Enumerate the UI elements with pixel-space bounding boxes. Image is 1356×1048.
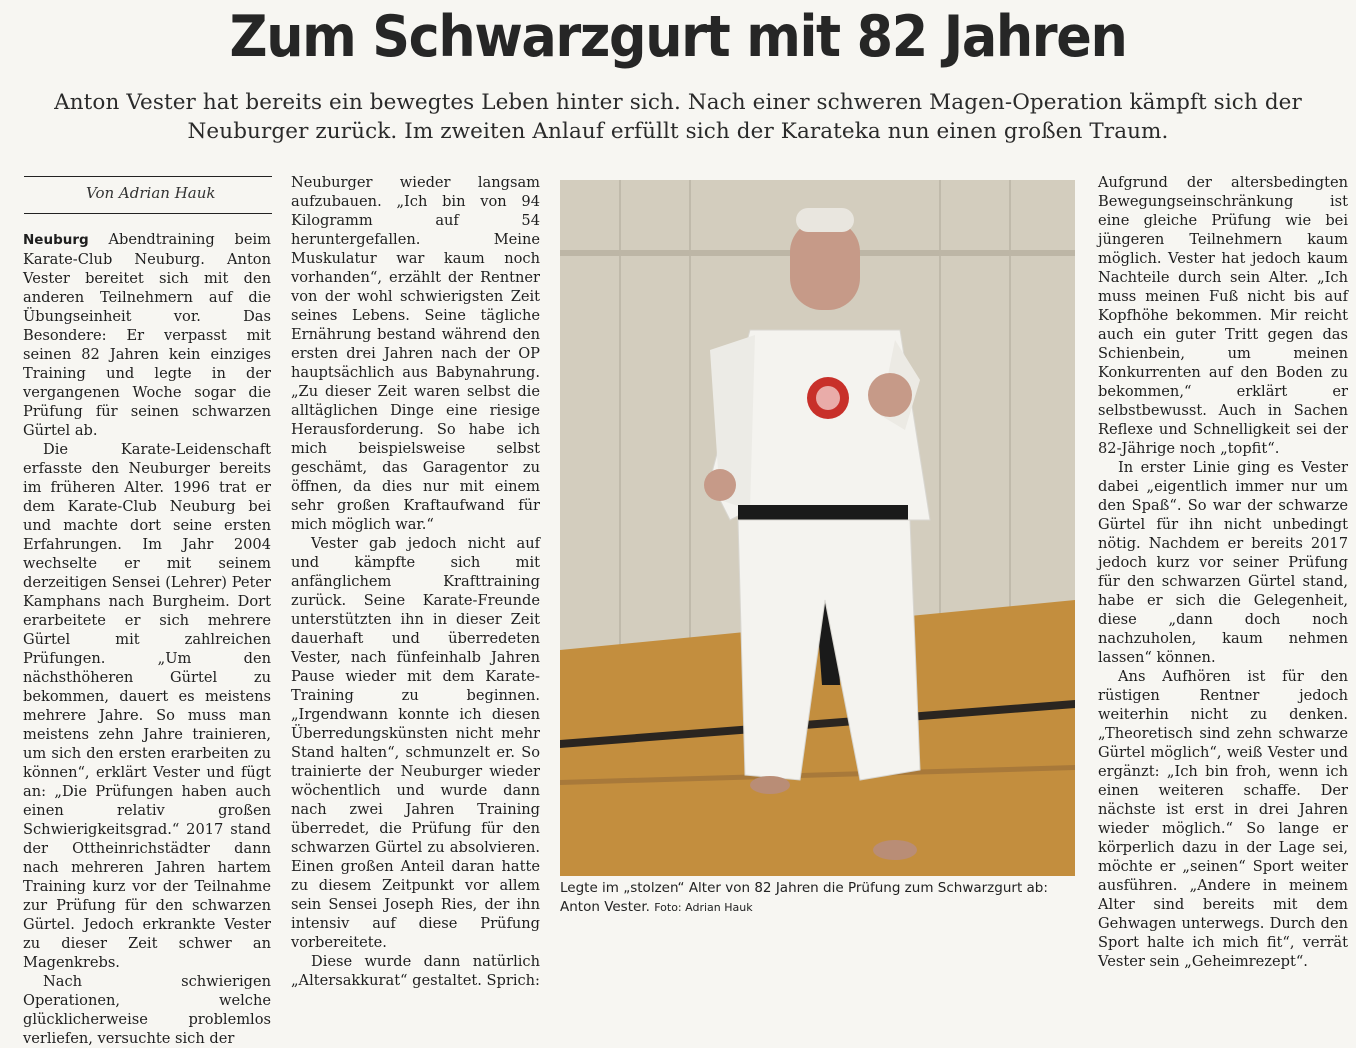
paragraph xyxy=(23,230,271,440)
byline-rule-bottom xyxy=(24,213,272,214)
paragraph: Die Karate-Leidenschaft erfasste den Neuburger bereits im früheren Alter. 1996 trat er dem Karate-Club Neuburg bei und machte dort seine ersten Erfahrungen. Im Jahr 2004 wechselte er mit seinem derzeitigen Sensei (Lehrer) Peter Kamphans nach Burgheim. Dort erarbeitete er sich mehrere Gürtel mit zahlreichen Prüfungen. „Um den nächsthöheren Gürtel zu bekommen, dauert es meistens mehrere Jahre. So muss man meistens zehn Jahre trainieren, um sich den ersten erarbeiten zu können“, erklärt Vester und fügt an: „Die Prüfungen haben auch einen relativ großen Schwierigkeitsgrad.“ 2017 stand der Ottheinrichstädter dann nach mehreren Jahren hartem Training kurz vor der Teilnahme zur Prüfung für den schwarzen Gürtel. Jedoch erkrankte Vester zu dieser Zeit schwer an Magenkrebs. xyxy=(23,441,271,971)
paragraph: Nach schwierigen Operationen, welche glücklicherweise problemlos verliefen, versuchte sich der xyxy=(23,973,271,1047)
byline: Von Adrian Hauk xyxy=(86,184,216,202)
karate-photo xyxy=(560,180,1075,876)
photo-credit: Foto: Adrian Hauk xyxy=(654,901,753,914)
paragraph: Aufgrund der altersbedingten Bewegungseinschränkung ist eine gleiche Prüfung wie bei jüngeren Teilnehmern kaum möglich. Vester hat jedoch kaum Nachteile durch sein Alter. „Ich muss meinen Fuß nicht bis auf Kopfhöhe bekommen. Mir reicht auch ein guter Tritt gegen das Schienbein, um meinen Konkurrenten auf den Boden zu bekommen,“ erklärt er selbstbewusst. Auch in Sachen Reflexe und Schnelligkeit sei der 82-Jährige noch „topfit“. xyxy=(1098,174,1348,457)
paragraph: Diese wurde dann natürlich „Altersakkurat“ gestaltet. Sprich: xyxy=(291,953,540,989)
article-column-3 xyxy=(1098,173,1348,971)
karate-photo-illustration xyxy=(560,180,1075,876)
deck-subheadline: Anton Vester hat bereits ein bewegtes Leben hinter sich. Nach einer schweren Magen-Operation kämpft sich der Neuburger zurück. Im zweiten Anlauf erfüllt sich der Karateka nun einen großen Traum. xyxy=(54,90,1302,144)
article-column-2 xyxy=(291,173,540,990)
paragraph: Ans Aufhören ist für den rüstigen Rentner jedoch weiterhin nicht zu denken. „Theoretisch sind zehn schwarze Gürtel möglich“, weiß Vester und ergänzt: „Ich bin froh, wenn ich einen weiteren schaffe. Der nächste ist erst in drei Jahren wieder möglich.“ So lange er körperlich dazu in der Lage sei, möchte er „seinen“ Sport weiter ausführen. „Andere in meinem Alter sind bereits mit dem Gehwagen unterwegs. Durch den Sport halte ich mich fit“, verrät Vester sein „Geheimrezept“. xyxy=(1098,668,1348,970)
paragraph-text: Abendtraining beim Karate-Club Neuburg. Anton Vester bereitet sich mit den anderen Teilnehmern auf die Übungseinheit vor. Das Besondere: Er verpasst mit seinen 82 Jahren kein einziges Training und legte in der vergangenen Woche sogar die Prüfung für seinen schwarzen Gürtel ab. xyxy=(23,231,271,439)
caption-text: Legte im „stolzen“ Alter von 82 Jahren die Prüfung zum Schwarzgurt ab: Anton Vester. xyxy=(560,880,1048,915)
paragraph: In erster Linie ging es Vester dabei „eigentlich immer nur um den Spaß“. So war der schwarze Gürtel für ihn nicht unbedingt nötig. Nachdem er bereits 2017 jedoch kurz vor seiner Prüfung für den schwarzen Gürtel stand, habe er sich die Gelegenheit, diese „dann doch noch nachzuholen, kaum nehmen lassen“ können. xyxy=(1098,459,1348,666)
paragraph: Vester gab jedoch nicht auf und kämpfte sich mit anfänglichem Krafttraining zurück. Seine Karate-Freunde unterstützten ihn in dieser Zeit dauerhaft und überredeten Vester, nach fünfeinhalb Jahren Pause wieder mit dem Karate-Training zu beginnen. „Irgendwann konnte ich diesen Überredungskünsten nicht mehr Stand halten“, schmunzelt er. So trainierte der Neuburger wieder wöchentlich und wurde dann nach zwei Jahren Training überredet, die Prüfung für den schwarzen Gürtel zu absolvieren. Einen großen Anteil daran hatte zu diesem Zeitpunkt vor allem sein Sensei Joseph Ries, der ihn intensiv auf diese Prüfung vorbereitete. xyxy=(291,535,540,951)
dateline: Neuburg xyxy=(23,232,89,248)
paragraph: Neuburger wieder langsam aufzubauen. „Ich bin von 94 Kilogramm auf 54 heruntergefallen. Meine Muskulatur war kaum noch vorhanden“, erzählt der Rentner von der wohl schwierigsten Zeit seines Lebens. Seine tägliche Ernährung bestand während den ersten drei Jahren nach der OP hauptsächlich aus Babynahrung. „Zu dieser Zeit waren selbst die alltäglichen Dinge eine riesige Herausforderung. So habe ich mich beispielsweise selbst geschämt, das Garagentor zu öffnen, da dies nur mit einem sehr großen Kraftaufwand für mich möglich war.“ xyxy=(291,174,540,533)
photo-caption xyxy=(560,879,1080,917)
headline: Zum Schwarzgurt mit 82 Jahren xyxy=(229,4,1127,70)
byline-rule-top xyxy=(24,176,272,177)
